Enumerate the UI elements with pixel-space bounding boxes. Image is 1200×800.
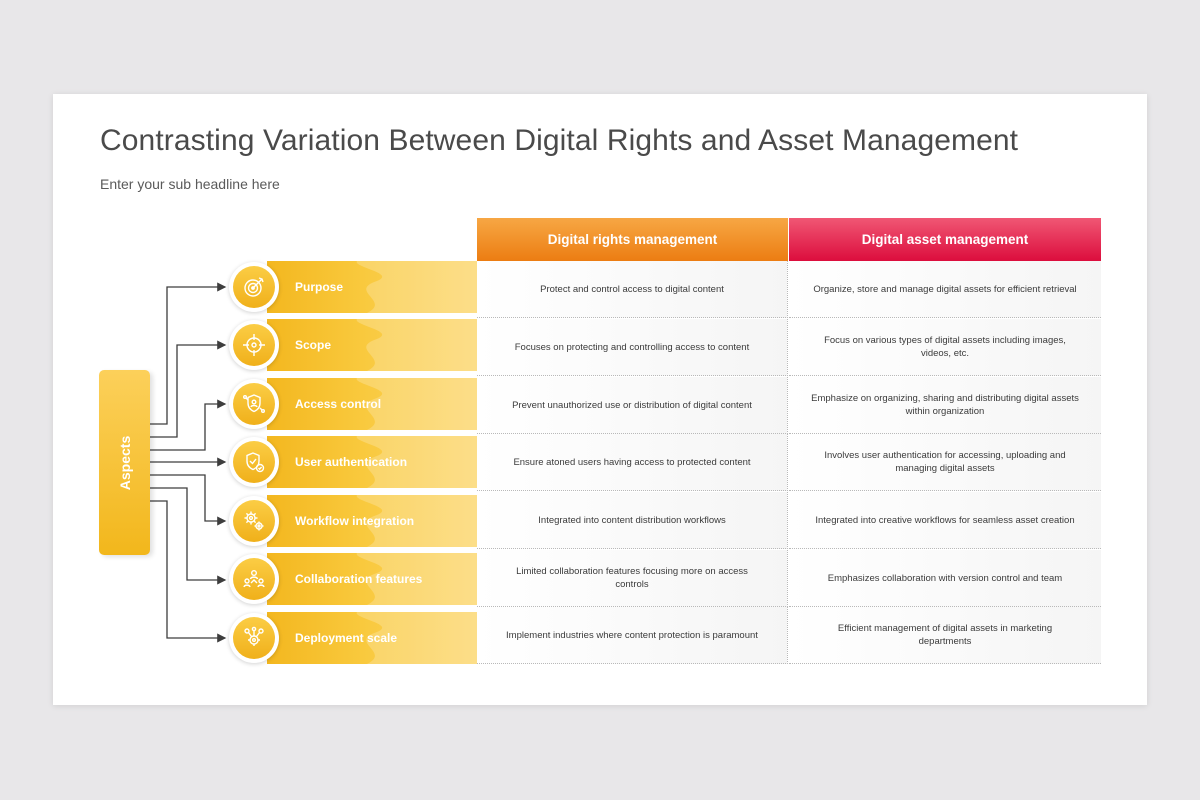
table-cell-drm: Ensure atoned users having access to protected content: [477, 434, 788, 491]
table-cell-drm: Focuses on protecting and controlling access to content: [477, 319, 788, 376]
column-header-drm: Digital rights management: [477, 218, 788, 261]
aspect-row-purpose: [267, 261, 477, 313]
aspect-label: Access control: [295, 397, 382, 411]
table-cell-dam: Efficient management of digital assets in marketing departments: [789, 607, 1101, 664]
table-cell-dam: Emphasizes collaboration with version control and team: [789, 550, 1101, 607]
crosshair-icon: [229, 320, 279, 370]
slide: [53, 94, 1147, 705]
aspect-row-deployment-scale: [267, 612, 477, 664]
network-gear-icon: [229, 613, 279, 663]
aspects-label: Aspects: [116, 435, 133, 490]
page-title: Contrasting Variation Between Digital Rights and Asset Management: [100, 124, 1019, 157]
table-cell-dam: Focus on various types of digital assets including images, videos, etc.: [789, 319, 1101, 376]
table-cell-drm: Protect and control access to digital content: [477, 261, 788, 318]
team-icon: [229, 554, 279, 604]
table-cell-dam: Integrated into creative workflows for seamless asset creation: [789, 492, 1101, 549]
table-cell-drm: Implement industries where content protection is paramount: [477, 607, 788, 664]
gears-icon: [229, 496, 279, 546]
connector-scope: [150, 345, 225, 437]
user-shield-icon: [229, 379, 279, 429]
table-cell-dam: Organize, store and manage digital assets for efficient retrieval: [789, 261, 1101, 318]
aspect-label: Deployment scale: [295, 631, 398, 645]
page-subtitle: Enter your sub headline here: [100, 176, 280, 192]
aspect-row-access-control: [267, 378, 477, 430]
aspect-label: User authentication: [295, 455, 408, 469]
aspect-row-scope: [267, 319, 477, 371]
connector-collaboration-features: [150, 488, 225, 580]
aspect-label: Collaboration features: [295, 572, 423, 586]
aspect-row-user-authentication: [267, 436, 477, 488]
aspect-row-collaboration-features: [267, 553, 477, 605]
band-wave-decoration: [337, 261, 477, 313]
table-cell-drm: Integrated into content distribution workflows: [477, 492, 788, 549]
band-wave-decoration: [337, 319, 477, 371]
connector-access-control: [150, 404, 225, 450]
table-cell-dam: Emphasize on organizing, sharing and distributing digital assets within organization: [789, 377, 1101, 434]
column-header-dam: Digital asset management: [789, 218, 1101, 261]
aspect-label: Scope: [295, 338, 332, 352]
target-icon: [229, 262, 279, 312]
table-cell-dam: Involves user authentication for accessing, uploading and managing digital assets: [789, 434, 1101, 491]
table-cell-drm: Limited collaboration features focusing more on access controls: [477, 550, 788, 607]
aspect-row-workflow-integration: [267, 495, 477, 547]
aspects-box: [99, 370, 150, 555]
shield-check-icon: [229, 437, 279, 487]
aspect-label: Purpose: [295, 280, 344, 294]
table-cell-drm: Prevent unauthorized use or distribution of digital content: [477, 377, 788, 434]
aspect-label: Workflow integration: [295, 514, 415, 528]
